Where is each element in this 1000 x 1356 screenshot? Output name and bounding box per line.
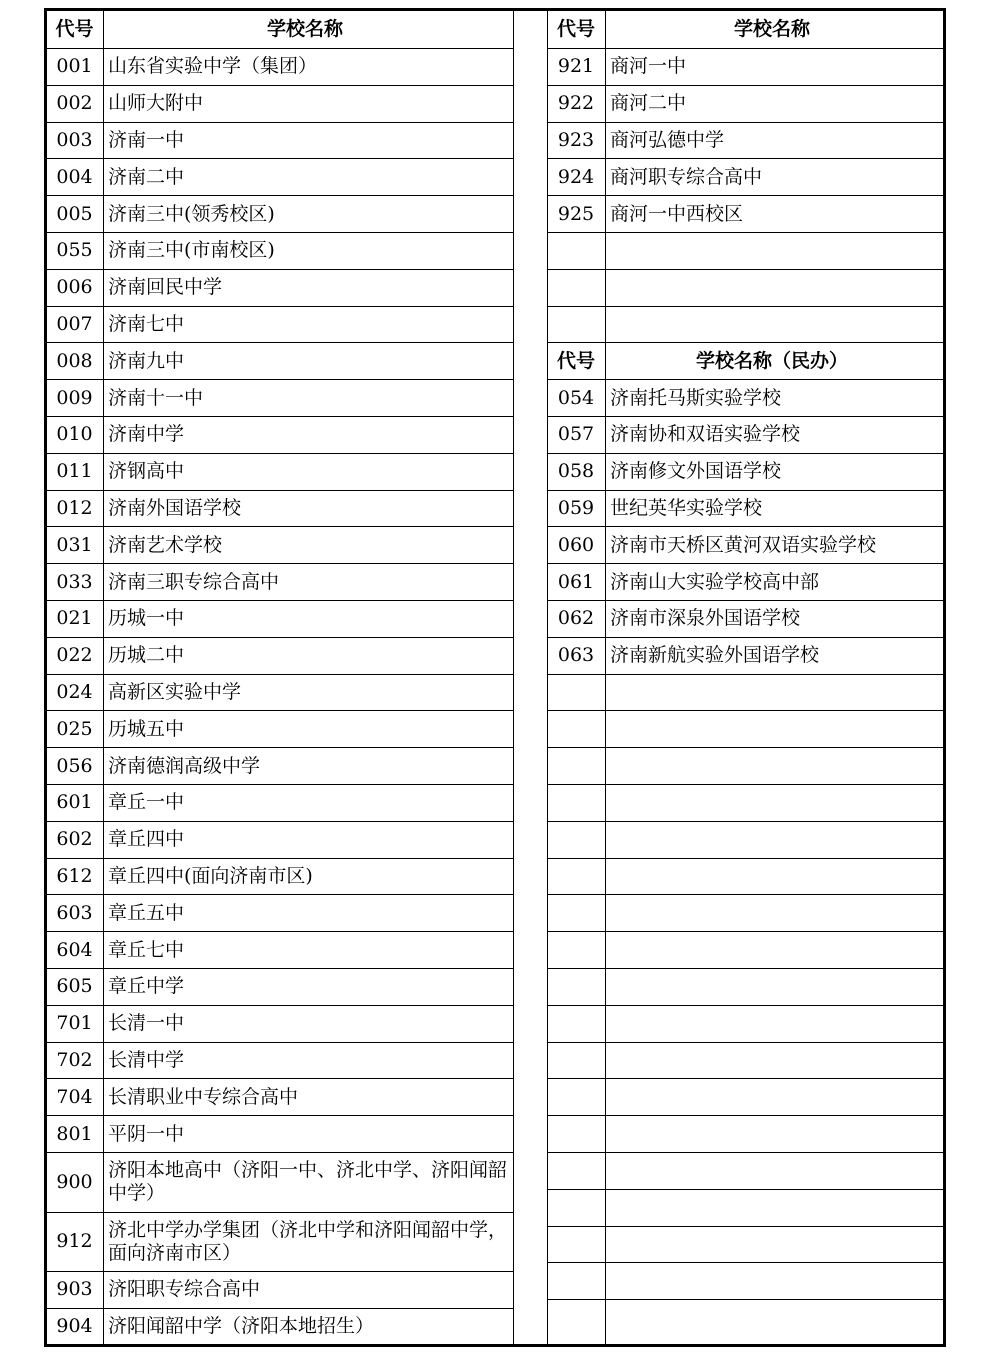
cell-code: 006 bbox=[56, 276, 93, 299]
cell-code: 056 bbox=[56, 754, 93, 777]
cell-name: 章丘四中(面向济南市区) bbox=[108, 864, 313, 887]
cell-name: 济南三职专综合高中 bbox=[108, 570, 280, 593]
cell-name: 济南市深泉外国语学校 bbox=[610, 607, 801, 630]
cell-code: 021 bbox=[56, 607, 93, 630]
cell-code: 059 bbox=[557, 496, 595, 519]
cell-code: 031 bbox=[56, 533, 93, 556]
cell-code: 009 bbox=[56, 386, 93, 409]
cell-code: 062 bbox=[557, 607, 595, 630]
cell-code: 925 bbox=[557, 202, 595, 225]
cell-name: 商河一中西校区 bbox=[610, 202, 744, 225]
header-name: 学校名称 bbox=[266, 17, 343, 40]
cell-name: 济南市天桥区黄河双语实验学校 bbox=[610, 533, 877, 556]
cell-name: 商河弘德中学 bbox=[610, 128, 725, 151]
cell-code: 904 bbox=[56, 1315, 93, 1338]
cell-code: 612 bbox=[56, 864, 93, 887]
cell-name: 高新区实验中学 bbox=[108, 680, 242, 703]
cell-name: 济阳闻韶中学（济阳本地招生） bbox=[108, 1315, 375, 1338]
cell-name: 长清职业中专综合高中 bbox=[108, 1085, 299, 1108]
header-name: 学校名称 bbox=[733, 17, 810, 40]
cell-name: 长清一中 bbox=[108, 1012, 185, 1035]
cell-name: 长清中学 bbox=[108, 1048, 185, 1071]
cell-name: 济南外国语学校 bbox=[108, 496, 242, 519]
cell-name: 章丘七中 bbox=[108, 938, 185, 961]
cell-name: 山师大附中 bbox=[108, 92, 204, 115]
cell-name: 济南中学 bbox=[108, 423, 185, 446]
cell-name: 济南一中 bbox=[108, 128, 185, 151]
cell-code: 057 bbox=[557, 423, 595, 446]
school-code-table bbox=[46, 10, 946, 1346]
cell-code: 605 bbox=[56, 975, 93, 998]
cell-code: 921 bbox=[557, 55, 595, 78]
cell-code: 063 bbox=[557, 644, 595, 667]
cell-name: 商河职专综合高中 bbox=[610, 165, 763, 188]
cell-code: 024 bbox=[56, 680, 93, 703]
cell-code: 903 bbox=[56, 1278, 93, 1301]
cell-name: 章丘五中 bbox=[108, 901, 185, 924]
cell-name: 济南三中(领秀校区) bbox=[108, 202, 275, 225]
cell-code: 001 bbox=[56, 55, 93, 78]
cell-name: 商河一中 bbox=[610, 55, 687, 78]
cell-code: 923 bbox=[557, 128, 595, 151]
cell-code: 011 bbox=[56, 460, 93, 483]
cell-code: 602 bbox=[56, 828, 93, 851]
cell-code: 801 bbox=[56, 1122, 93, 1145]
cell-code: 922 bbox=[557, 92, 595, 115]
cell-name: 济北中学办学集团（济北中学和济阳闻韶中学，面向济南市区） bbox=[108, 1218, 508, 1264]
header-code: 代号 bbox=[556, 17, 595, 40]
cell-code: 924 bbox=[557, 165, 595, 188]
cell-name: 章丘一中 bbox=[108, 791, 185, 814]
cell-name: 济南托马斯实验学校 bbox=[610, 386, 782, 409]
cell-name: 济南山大实验学校高中部 bbox=[610, 570, 820, 593]
cell-name: 世纪英华实验学校 bbox=[610, 496, 763, 519]
cell-code: 912 bbox=[56, 1230, 93, 1253]
cell-code: 033 bbox=[56, 570, 93, 593]
cell-code: 702 bbox=[56, 1048, 93, 1071]
cell-code: 003 bbox=[56, 128, 93, 151]
cell-code: 055 bbox=[56, 239, 93, 262]
cell-code: 025 bbox=[56, 717, 93, 740]
cell-code: 061 bbox=[557, 570, 595, 593]
cell-name: 济南九中 bbox=[108, 349, 185, 372]
cell-name: 历城二中 bbox=[108, 644, 185, 667]
cell-code: 005 bbox=[56, 202, 93, 225]
cell-code: 012 bbox=[56, 496, 93, 519]
cell-name: 济南回民中学 bbox=[108, 276, 223, 299]
cell-code: 008 bbox=[56, 349, 93, 372]
cell-name: 济南德润高级中学 bbox=[108, 754, 261, 777]
cell-code: 010 bbox=[56, 423, 93, 446]
cell-code: 007 bbox=[56, 312, 93, 335]
cell-code: 604 bbox=[56, 938, 93, 961]
cell-name: 商河二中 bbox=[610, 92, 687, 115]
cell-name: 山东省实验中学（集团） bbox=[108, 55, 318, 78]
cell-name: 济南修文外国语学校 bbox=[610, 460, 782, 483]
cell-name: 济钢高中 bbox=[108, 460, 185, 483]
cell-code: 022 bbox=[56, 644, 93, 667]
header-code: 代号 bbox=[556, 349, 595, 372]
cell-name: 济南新航实验外国语学校 bbox=[610, 644, 820, 667]
cell-name: 济南二中 bbox=[108, 165, 185, 188]
cell-code: 601 bbox=[56, 791, 93, 814]
cell-code: 058 bbox=[557, 460, 595, 483]
header-name: 学校名称（民办） bbox=[695, 349, 848, 372]
cell-name: 济南十一中 bbox=[108, 386, 204, 409]
cell-name: 历城五中 bbox=[108, 717, 185, 740]
cell-code: 060 bbox=[557, 533, 595, 556]
cell-code: 701 bbox=[56, 1012, 93, 1035]
cell-code: 002 bbox=[56, 92, 93, 115]
cell-name: 章丘四中 bbox=[108, 828, 185, 851]
cell-name: 济南三中(市南校区) bbox=[108, 239, 275, 262]
table-outer-border bbox=[44, 8, 946, 1347]
cell-name: 济南协和双语实验学校 bbox=[610, 423, 801, 446]
cell-code: 004 bbox=[56, 165, 93, 188]
cell-name: 历城一中 bbox=[108, 607, 185, 630]
cell-name: 章丘中学 bbox=[108, 975, 185, 998]
cell-code: 900 bbox=[56, 1170, 93, 1193]
cell-code: 704 bbox=[56, 1085, 93, 1108]
cell-name: 济阳职专综合高中 bbox=[108, 1278, 261, 1301]
cell-code: 603 bbox=[56, 901, 93, 924]
header-code: 代号 bbox=[55, 17, 94, 40]
cell-name: 济阳本地高中（济阳一中、济北中学、济阳闻韶中学） bbox=[108, 1159, 508, 1205]
cell-code: 054 bbox=[557, 386, 595, 409]
cell-name: 济南七中 bbox=[108, 312, 185, 335]
cell-name: 济南艺术学校 bbox=[108, 533, 223, 556]
cell-name: 平阴一中 bbox=[108, 1122, 185, 1145]
